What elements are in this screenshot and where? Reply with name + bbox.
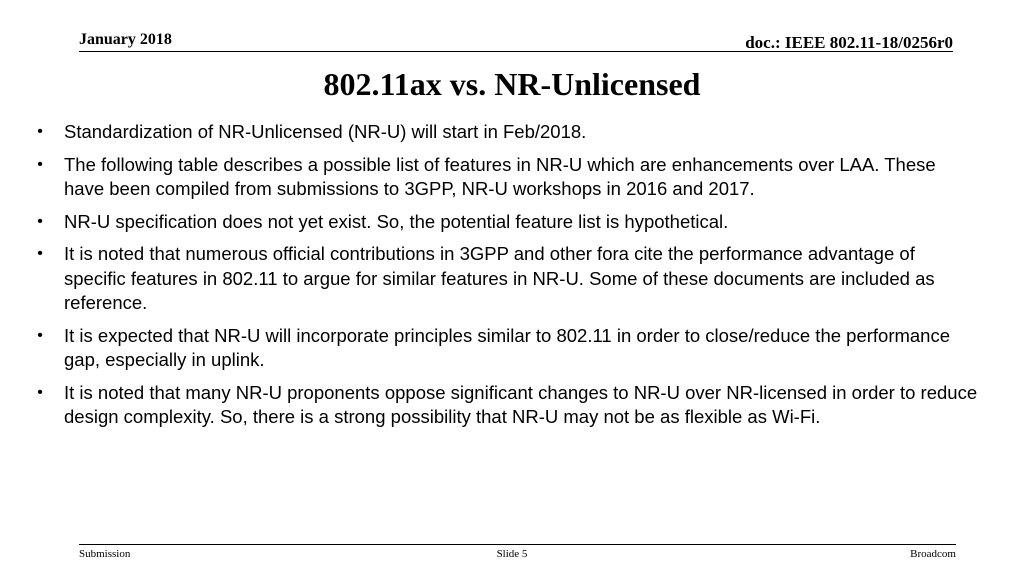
bullet-text: It is noted that many NR-U proponents oppose significant changes to NR-U over NR-licensed in order to reduce design complexity. So, there is a strong possibility that NR-U may not be as flexible as Wi-Fi. [64,381,978,427]
header-date: January 2018 [79,31,172,48]
bullet-dot-icon: • [37,212,43,230]
bullet-item [30,120,980,145]
bullet-item [30,153,980,202]
footer-company: Broadcom [910,548,956,560]
slide-title: 802.11ax vs. NR-Unlicensed [323,66,701,102]
bullet-dot-icon: • [37,245,43,262]
footer-divider [79,544,956,545]
footer-submission: Submission [79,548,131,560]
bullet-list [30,120,980,438]
bullet-dot-icon: • [37,123,43,140]
bullet-text: It is expected that NR-U will incorporate principles similar to 802.11 in order to close/reduce the performance gap, especially in uplink. [64,324,951,370]
bullet-text: It is noted that numerous official contributions in 3GPP and other fora cite the performance advantage of specific features in 802.11 to argue for similar features in NR-U. Some of these documents are included as reference. [64,243,935,313]
header-doc-id: doc.: IEEE 802.11-18/0256r0 [745,33,953,52]
bullet-item [30,381,980,430]
bullet-item [30,242,980,316]
bullet-dot-icon: • [37,383,43,401]
bullet-dot-icon: • [37,155,43,173]
bullet-text: Standardization of NR-Unlicensed (NR-U) will start in Feb/2018. [64,121,587,142]
footer-slide-number: Slide 5 [496,548,528,560]
bullet-dot-icon: • [37,326,43,344]
bullet-item [30,324,980,373]
bullet-text: The following table describes a possible list of features in NR-U which are enhancements over LAA. These have been compiled from submissions to 3GPP, NR-U workshops in 2016 and 2017. [64,153,936,199]
header-divider [79,51,953,52]
bullet-item [30,210,980,235]
bullet-text: NR-U specification does not yet exist. So, the potential feature list is hypothetical. [64,210,729,232]
